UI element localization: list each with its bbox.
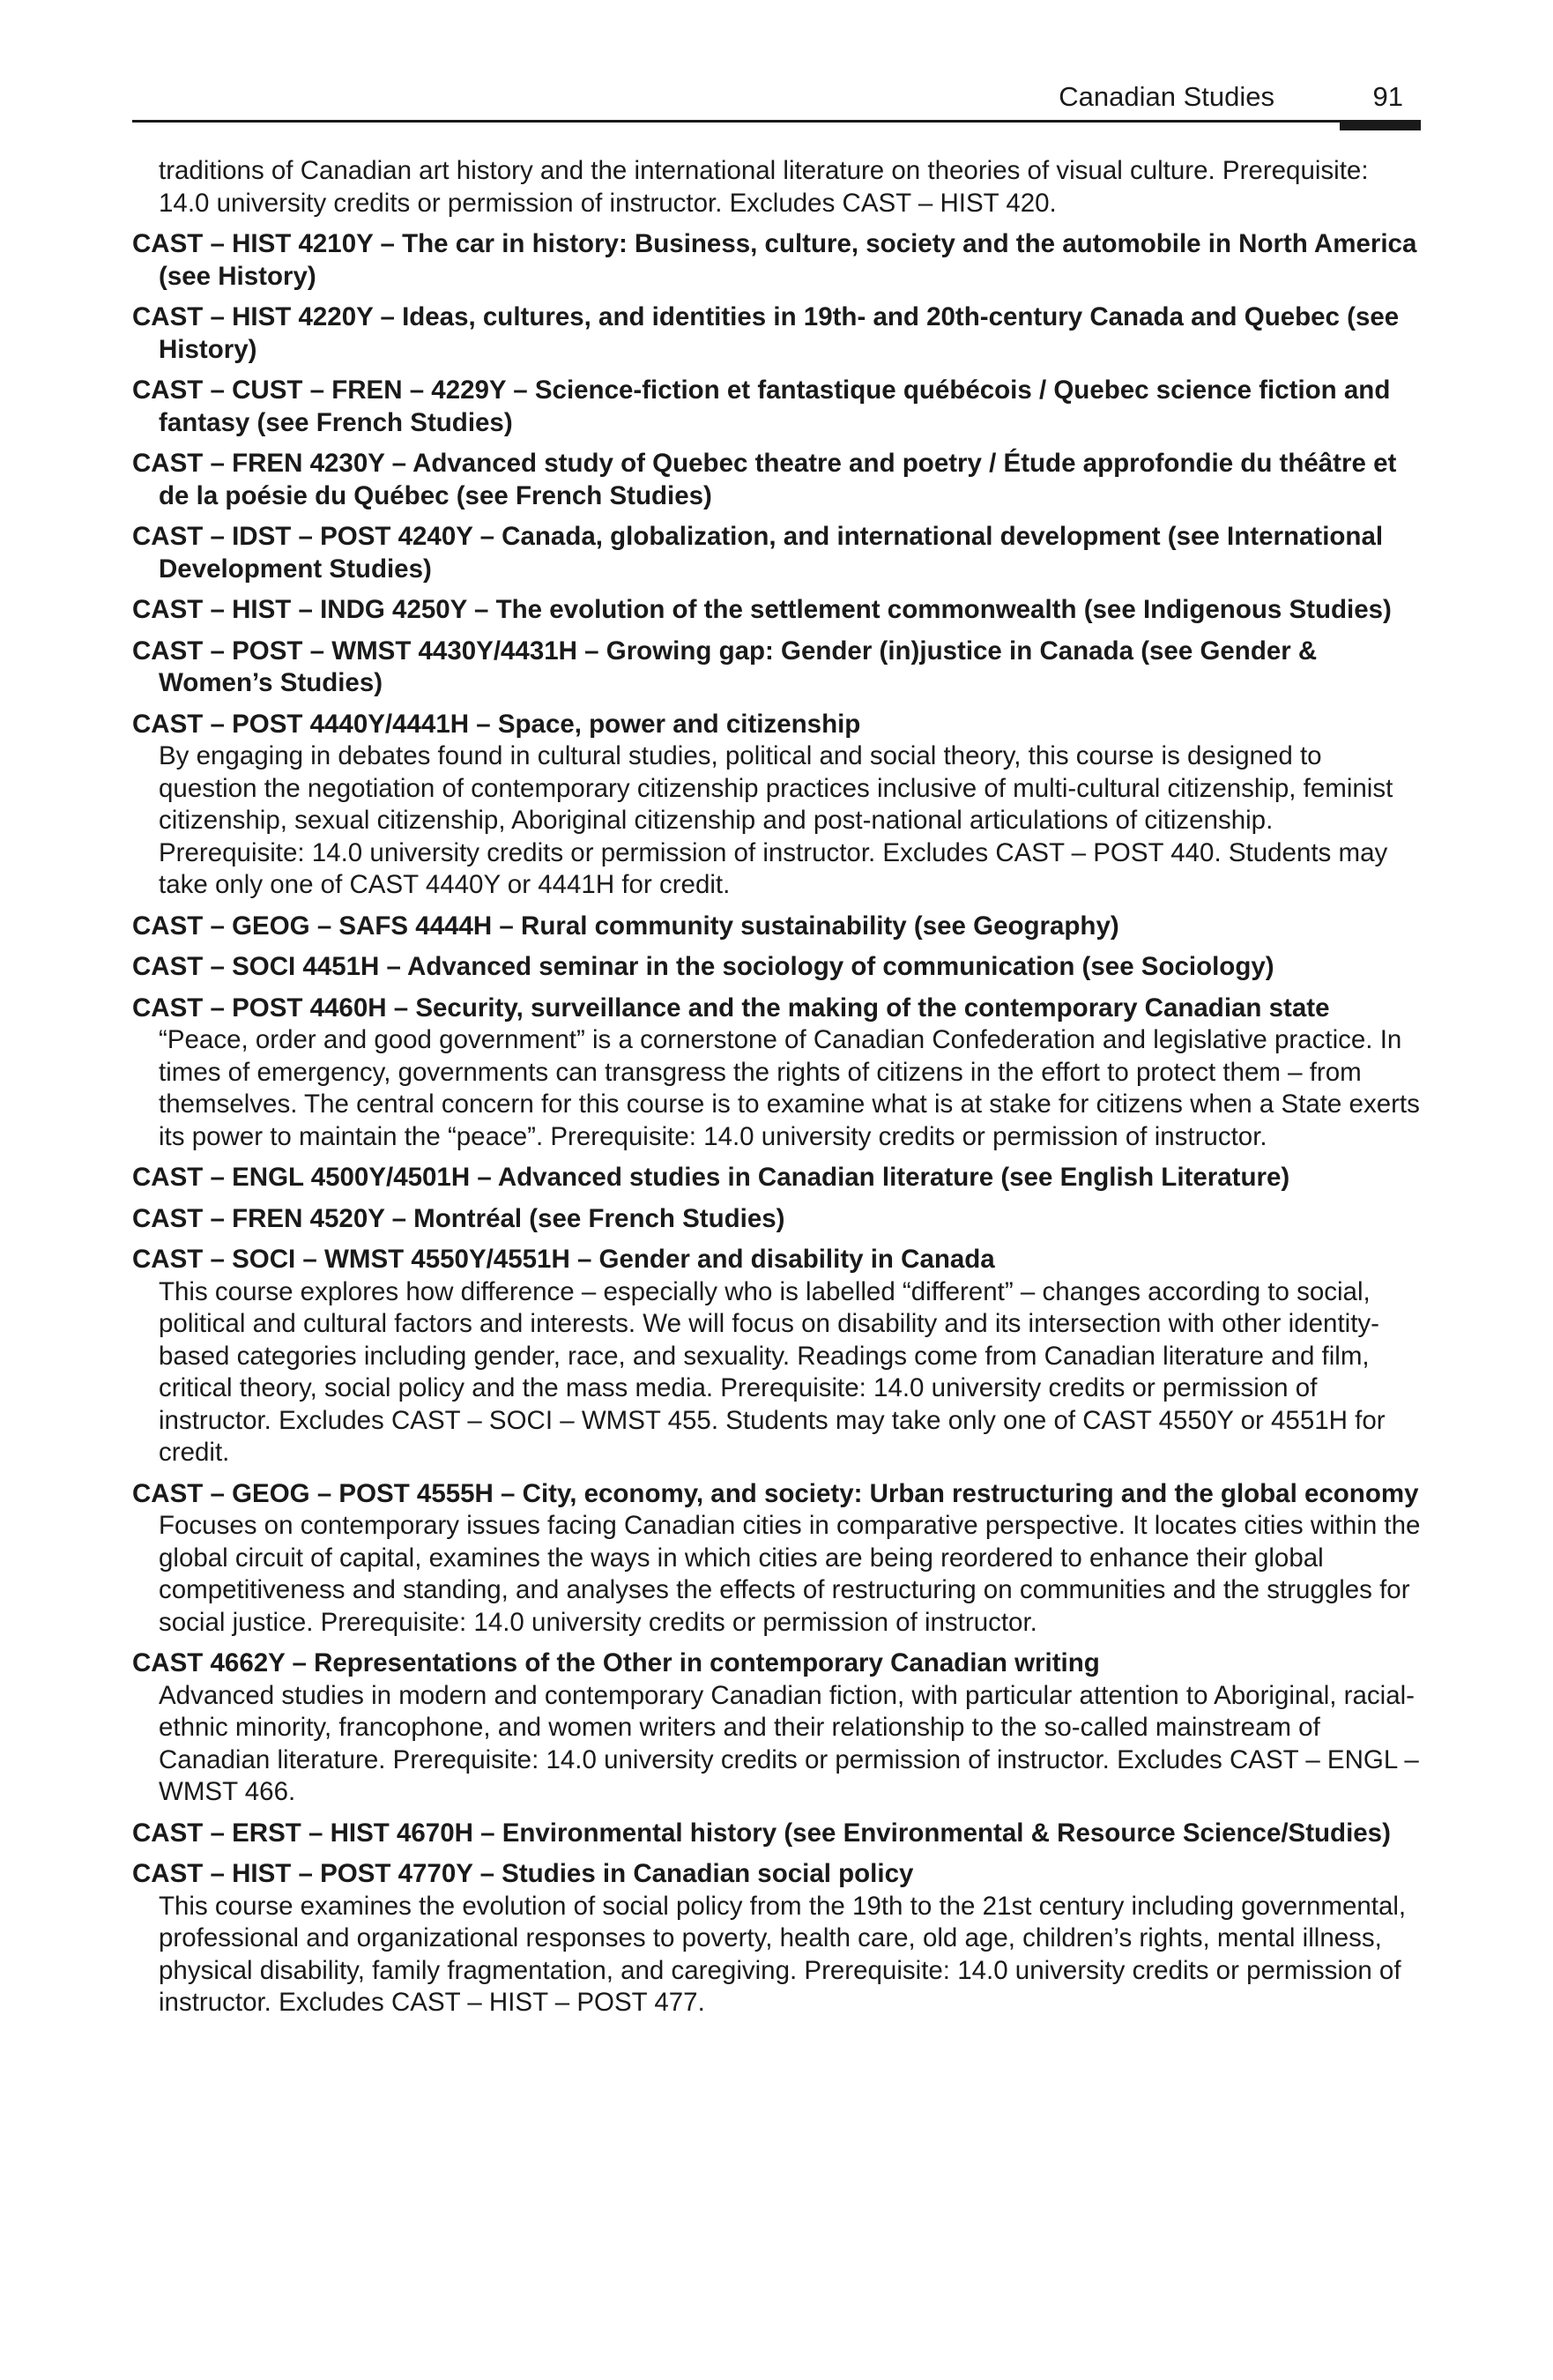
course-title: CAST – POST 4440Y/4441H – Space, power and citizenship: [132, 709, 861, 739]
course-entry: [132, 1203, 1421, 1236]
course-entry: [132, 375, 1421, 439]
course-title: CAST 4662Y – Representations of the Other in contemporary Canadian writing: [132, 1648, 1100, 1677]
course-entry: [132, 448, 1421, 512]
course-description: This course examines the evolution of social policy from the 19th to the 21st century including governmental, professional and organizational responses to poverty, health care, old age, children’s rights, mental illness, physical disability, family fragmentation, and caregiving. Prerequisite: 14.0 university credits or permission of instructor. Excludes CAST – HIST – POST 477.: [159, 1891, 1407, 2017]
course-title: CAST – ERST – HIST 4670H – Environmental history (see Environmental & Resource Science/Studies): [132, 1818, 1391, 1848]
course-entry: [132, 636, 1421, 700]
course-description: This course explores how difference – especially who is labelled “different” – changes according to social, political and cultural factors and interests. We will focus on disability and its intersection with other identity-based categories including gender, race, and sexuality. Readings come from Canadian literature and film, critical theory, social policy and the mass media. Prerequisite: 14.0 university credits or permission of instructor. Excludes CAST – SOCI – WMST 455. Students may take only one of CAST 4550Y or 4551H for credit.: [159, 1276, 1386, 1467]
running-header: [132, 74, 1421, 127]
course-title: CAST – HIST – POST 4770Y – Studies in Canadian social policy: [132, 1859, 914, 1888]
course-title: CAST – HIST 4220Y – Ideas, cultures, and identities in 19th- and 20th-century Canada and Quebec (see History): [132, 302, 1400, 364]
section-title: Canadian Studies: [1059, 81, 1274, 112]
course-entry: [132, 594, 1421, 627]
course-entry: [132, 1162, 1421, 1194]
course-entry: [132, 301, 1421, 366]
course-entry: [132, 1244, 1421, 1469]
course-title: CAST – ENGL 4500Y/4501H – Advanced studies in Canadian literature (see English Literature): [132, 1163, 1290, 1192]
course-entry: [132, 993, 1421, 1154]
course-title: CAST – GEOG – SAFS 4444H – Rural community sustainability (see Geography): [132, 911, 1119, 941]
course-title: CAST – IDST – POST 4240Y – Canada, globalization, and international development (see International Development Studies): [132, 522, 1384, 584]
course-entry: [132, 911, 1421, 943]
course-entry: [132, 521, 1421, 585]
course-title: CAST – FREN 4230Y – Advanced study of Quebec theatre and poetry / Étude approfondie du théâtre et de la poésie du Québec (see French Studies): [132, 449, 1397, 510]
course-description: Advanced studies in modern and contemporary Canadian fiction, with particular attention to Aboriginal, racial-ethnic minority, francophone, and women writers and their relationship to the so-called mainstream of Canadian literature. Prerequisite: 14.0 university credits or permission of instructor. Excludes CAST – ENGL – WMST 466.: [159, 1680, 1419, 1806]
course-entry: [132, 1647, 1421, 1809]
course-entry: [132, 1478, 1421, 1640]
course-title: CAST – HIST – INDG 4250Y – The evolution of the settlement commonwealth (see Indigenous Studies): [132, 595, 1392, 624]
course-title: CAST – FREN 4520Y – Montréal (see French Studies): [132, 1203, 785, 1233]
course-entry: [132, 709, 1421, 902]
header-tab: [1340, 120, 1421, 130]
course-entry: [132, 1858, 1421, 2019]
course-listing: [132, 155, 1421, 2028]
course-title: CAST – SOCI 4451H – Advanced seminar in the sociology of communication (see Sociology): [132, 952, 1274, 981]
course-title: CAST – GEOG – POST 4555H – City, economy, and society: Urban restructuring and the global economy: [132, 1478, 1419, 1508]
continued-description: traditions of Canadian art history and the international literature on theories of visual culture. Prerequisite: 14.0 university credits or permission of instructor. Excludes CAST – HIST 420.: [159, 156, 1369, 218]
page-number: 91: [1372, 81, 1403, 112]
course-description: Focuses on contemporary issues facing Canadian cities in comparative perspective. It locates cities within the global circuit of capital, examines the ways in which cities are being reordered to enhance their global competitiveness and standing, and analyses the effects of restructuring on communities and the struggles for social justice. Prerequisite: 14.0 university credits or permission of instructor.: [159, 1511, 1421, 1637]
course-title: CAST – POST – WMST 4430Y/4431H – Growing gap: Gender (in)justice in Canada (see Gender & Women’s Studies): [132, 636, 1318, 697]
course-entry: [132, 951, 1421, 984]
course-title: CAST – SOCI – WMST 4550Y/4551H – Gender and disability in Canada: [132, 1245, 995, 1274]
course-entries: [132, 228, 1421, 2019]
course-entry: [132, 1818, 1421, 1850]
course-title: CAST – POST 4460H – Security, surveillance and the making of the contemporary Canadian state: [132, 993, 1330, 1023]
header-rule: [132, 120, 1421, 123]
course-description: “Peace, order and good government” is a cornerstone of Canadian Confederation and legislative practice. In times of emergency, governments can transgress the rights of citizens in the effort to protect them – from themselves. The central concern for this course is to examine what is at stake for citizens when a State exerts its power to maintain the “peace”. Prerequisite: 14.0 university credits or permission of instructor.: [159, 1025, 1420, 1151]
course-entry: [132, 228, 1421, 293]
course-title: CAST – CUST – FREN – 4229Y – Science-fiction et fantastique québécois / Quebec science fiction and fantasy (see French Studies): [132, 376, 1391, 437]
course-title: CAST – HIST 4210Y – The car in history: Business, culture, society and the automobile in North America (see History): [132, 229, 1417, 291]
course-description: By engaging in debates found in cultural studies, political and social theory, this course is designed to question the negotiation of contemporary citizenship practices inclusive of multi-cultural citizenship, feminist citizenship, sexual citizenship, Aboriginal citizenship and post-national articulations of citizenship. Prerequisite: 14.0 university credits or permission of instructor. Excludes CAST – POST 440. Students may take only one of CAST 4440Y or 4441H for credit.: [159, 741, 1393, 899]
